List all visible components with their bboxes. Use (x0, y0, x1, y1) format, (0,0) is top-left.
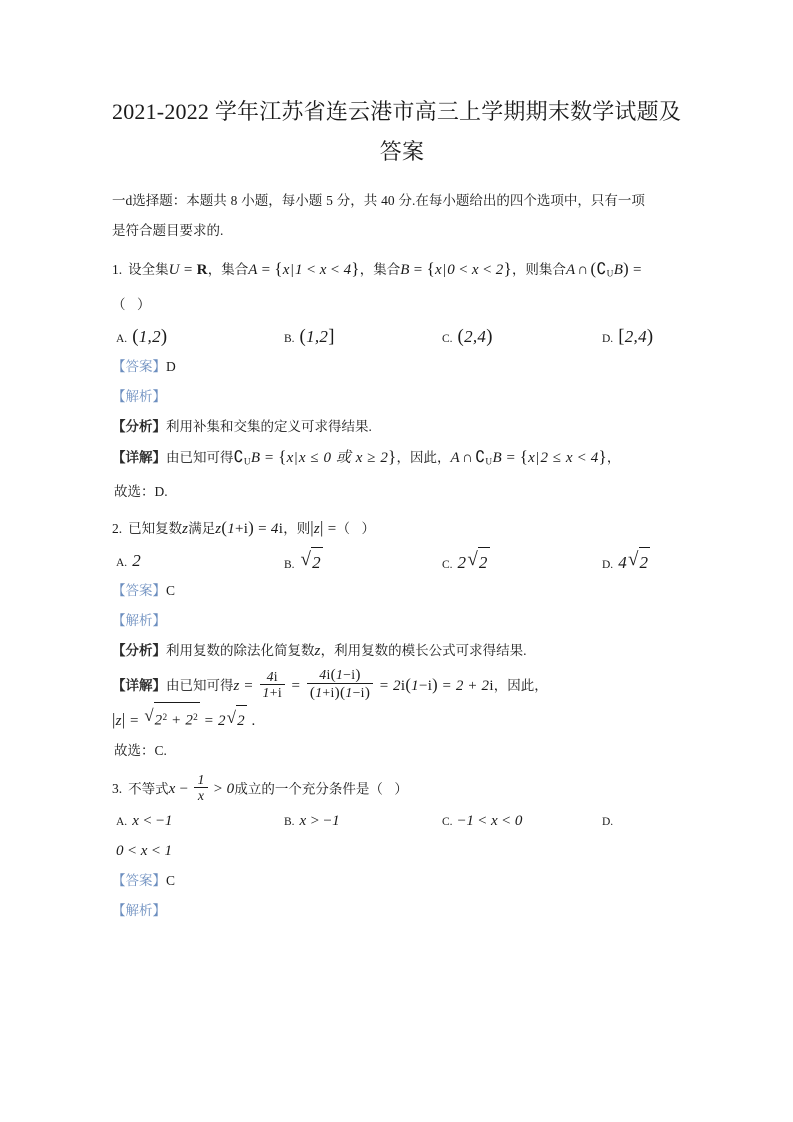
question-1-math-expression: A ∩ $(∁_UB)$ = (565, 259, 642, 280)
question-1-detail-prefix: 由已知可得 (166, 449, 234, 465)
question-1-math-universe: U = R (168, 262, 208, 278)
question-2-options (112, 546, 692, 576)
detail-tag: 【详解】 (112, 449, 166, 465)
question-1-choose-line (112, 477, 692, 507)
answer-tag: 【答案】 (112, 872, 166, 888)
option-d-label: D. (602, 332, 614, 345)
option-c-label: C. (442, 815, 453, 828)
question-3-text-2: 成立的一个充分条件是 (234, 780, 370, 796)
option-a-value: 2 (132, 551, 141, 571)
answer-tag: 【答案】 (112, 583, 166, 599)
option-c-value: 2 √ 2 (458, 553, 490, 572)
question-1-option-a[interactable] (116, 322, 167, 354)
question-1-option-d[interactable] (602, 322, 653, 354)
question-2-math-equation: z(1+i) = 4i (215, 518, 284, 538)
question-3-option-d-value-wrapped[interactable] (112, 836, 692, 866)
question-1-option-c[interactable] (442, 322, 493, 354)
question-3-options (112, 806, 692, 836)
question-2-answer-value: C (166, 583, 176, 599)
question-1-detail-math-1: $∁_UB = \{x|x \le 0$ 或 x ≥ 2} (233, 446, 397, 468)
question-2-detail-line (112, 666, 692, 701)
option-c-label: C. (442, 559, 453, 572)
question-2-answer-blank: （ ） (336, 521, 380, 537)
section-instructions-line-1: 一d选择题：本题共 8 小题，每小题 5 分，共 40 分.在每小题给出的四个选项中，只有一项 (112, 193, 645, 208)
question-2-text-1: 已知复数 (128, 521, 183, 537)
question-1-answer-value: D (166, 358, 176, 374)
question-3-stem (112, 772, 692, 804)
question-2-option-c[interactable] (442, 546, 490, 580)
detail-tag: 【详解】 (112, 678, 166, 694)
option-a-value: x < −1 (132, 812, 173, 829)
question-2-option-b[interactable] (284, 546, 323, 580)
question-2-detail-math-2: |z| = √ $2^2 + 2^2 = 2$ √ 2 . (112, 713, 256, 729)
question-2-approach-math: z (314, 643, 321, 660)
question-3-option-a[interactable] (116, 806, 173, 837)
approach-tag: 【分析】 (112, 418, 166, 434)
question-1-options (112, 322, 692, 352)
option-a-label: A. (116, 557, 128, 570)
question-2-option-a[interactable] (116, 546, 141, 578)
option-b-label: B. (284, 815, 295, 828)
question-1 (112, 254, 692, 507)
question-3-option-d[interactable] (602, 806, 618, 837)
analysis-tag: 【解析】 (112, 902, 166, 918)
approach-tag: 【分析】 (112, 643, 166, 659)
answer-tag: 【答案】 (112, 358, 166, 374)
option-d-label: D. (602, 815, 614, 828)
option-b-value: x > −1 (299, 812, 340, 829)
analysis-tag: 【解析】 (112, 613, 166, 629)
option-d-value: 0 < x < 1 (116, 842, 173, 859)
question-1-math-set-a: A = {x|1 < x < 4} (248, 259, 360, 278)
question-1-detail-math-2: A ∩ $∁_UB = \{x|2 \le x < 4\}$ (450, 446, 607, 468)
section-instructions (112, 186, 692, 246)
question-2-text-2: 满足 (188, 521, 216, 537)
question-3-answer-value: C (166, 872, 176, 888)
question-3-number: 3. (112, 780, 123, 796)
question-1-answer-blank: （ ） (112, 296, 155, 312)
question-2-detail-prefix: 由已知可得 (166, 678, 234, 694)
title-line-2: 答案 (379, 139, 425, 164)
question-2-answer-line (112, 576, 692, 606)
question-1-choose-value: D. (154, 484, 168, 500)
question-1-stem (112, 254, 692, 290)
section-instructions-line-2: 是符合题目要求的. (112, 223, 224, 238)
question-1-approach-line (112, 412, 692, 442)
question-1-number: 1. (112, 262, 123, 277)
question-1-text-1: 设全集 (128, 262, 169, 277)
question-2-detail-suffix: ，因此， (493, 678, 548, 694)
question-2-approach-text-1: 利用复数的除法化简复数 (166, 643, 315, 659)
question-2-approach-line (112, 636, 692, 666)
choose-prefix: 故选： (114, 742, 155, 758)
question-2-approach-text-2: ，利用复数的模长公式可求得结果. (320, 643, 527, 659)
option-b-label: B. (284, 559, 295, 572)
document-content (112, 92, 692, 926)
option-a-label: A. (116, 815, 128, 828)
option-c-value: (2,4) (457, 325, 493, 347)
option-b-value: √ 2 (300, 553, 323, 572)
question-1-blank (112, 290, 692, 320)
question-2-number: 2. (112, 521, 123, 537)
option-a-value: (1,2) (132, 325, 168, 347)
option-d-label: D. (602, 559, 614, 572)
question-2-math-z: z (182, 521, 189, 538)
question-2-detail-line-2 (112, 701, 692, 736)
page-title (112, 92, 692, 172)
question-1-analysis-tag-line (112, 382, 692, 412)
question-2-analysis-tag-line (112, 606, 692, 636)
question-2-detail-math: z = $\frac{4i}{1+i}$ = $\frac{4i(1-i)}{(1+i)(1-i)}$ = 2i(1−i) = 2 + 2i (233, 666, 494, 702)
question-2-stem (112, 513, 692, 544)
question-1-option-b[interactable] (284, 322, 335, 354)
option-c-label: C. (442, 332, 453, 345)
option-b-label: B. (284, 332, 295, 345)
question-3-option-c[interactable] (442, 806, 523, 837)
question-1-text-3: ，集合 (359, 262, 401, 277)
question-1-detail-line (112, 442, 692, 478)
option-c-value: −1 < x < 0 (457, 812, 523, 829)
option-b-value: (1,2] (299, 325, 335, 347)
question-1-answer-line (112, 352, 692, 382)
question-3-analysis-tag-line (112, 896, 692, 926)
question-3-text-1: 不等式 (128, 780, 169, 796)
question-3-option-b[interactable] (284, 806, 340, 837)
question-2-choose-value: C. (154, 742, 167, 758)
question-1-detail-mid: ，因此， (396, 449, 451, 465)
question-1-detail-suffix: ， (606, 449, 621, 465)
choose-prefix: 故选： (114, 484, 155, 500)
option-d-value: 4 √ 2 (618, 553, 650, 572)
question-1-text-2: ，集合 (207, 262, 249, 277)
question-2-text-3: ，则 (283, 521, 311, 537)
question-2-choose-line (112, 736, 692, 766)
question-1-math-set-b: B = {x|0 < x < 2} (400, 259, 512, 278)
title-line-1: 2021-2022 学年江苏省连云港市高三上学期期末数学试题及 (112, 99, 682, 124)
option-d-value: [2,4) (618, 325, 654, 347)
question-3-answer-blank: （ ） (369, 780, 412, 796)
question-3 (112, 772, 692, 926)
question-2-math-modulus: |z| = (310, 518, 337, 538)
question-1-approach-text: 利用补集和交集的定义可求得结果. (166, 418, 372, 434)
question-3-math-inequality: x − $\frac{1}{x}$ > 0 (168, 771, 235, 804)
question-3-answer-line (112, 866, 692, 896)
analysis-tag: 【解析】 (112, 388, 166, 404)
option-a-label: A. (116, 332, 128, 345)
question-2 (112, 513, 692, 766)
question-2-option-d[interactable] (602, 546, 650, 580)
question-1-text-4: ，则集合 (511, 262, 566, 277)
